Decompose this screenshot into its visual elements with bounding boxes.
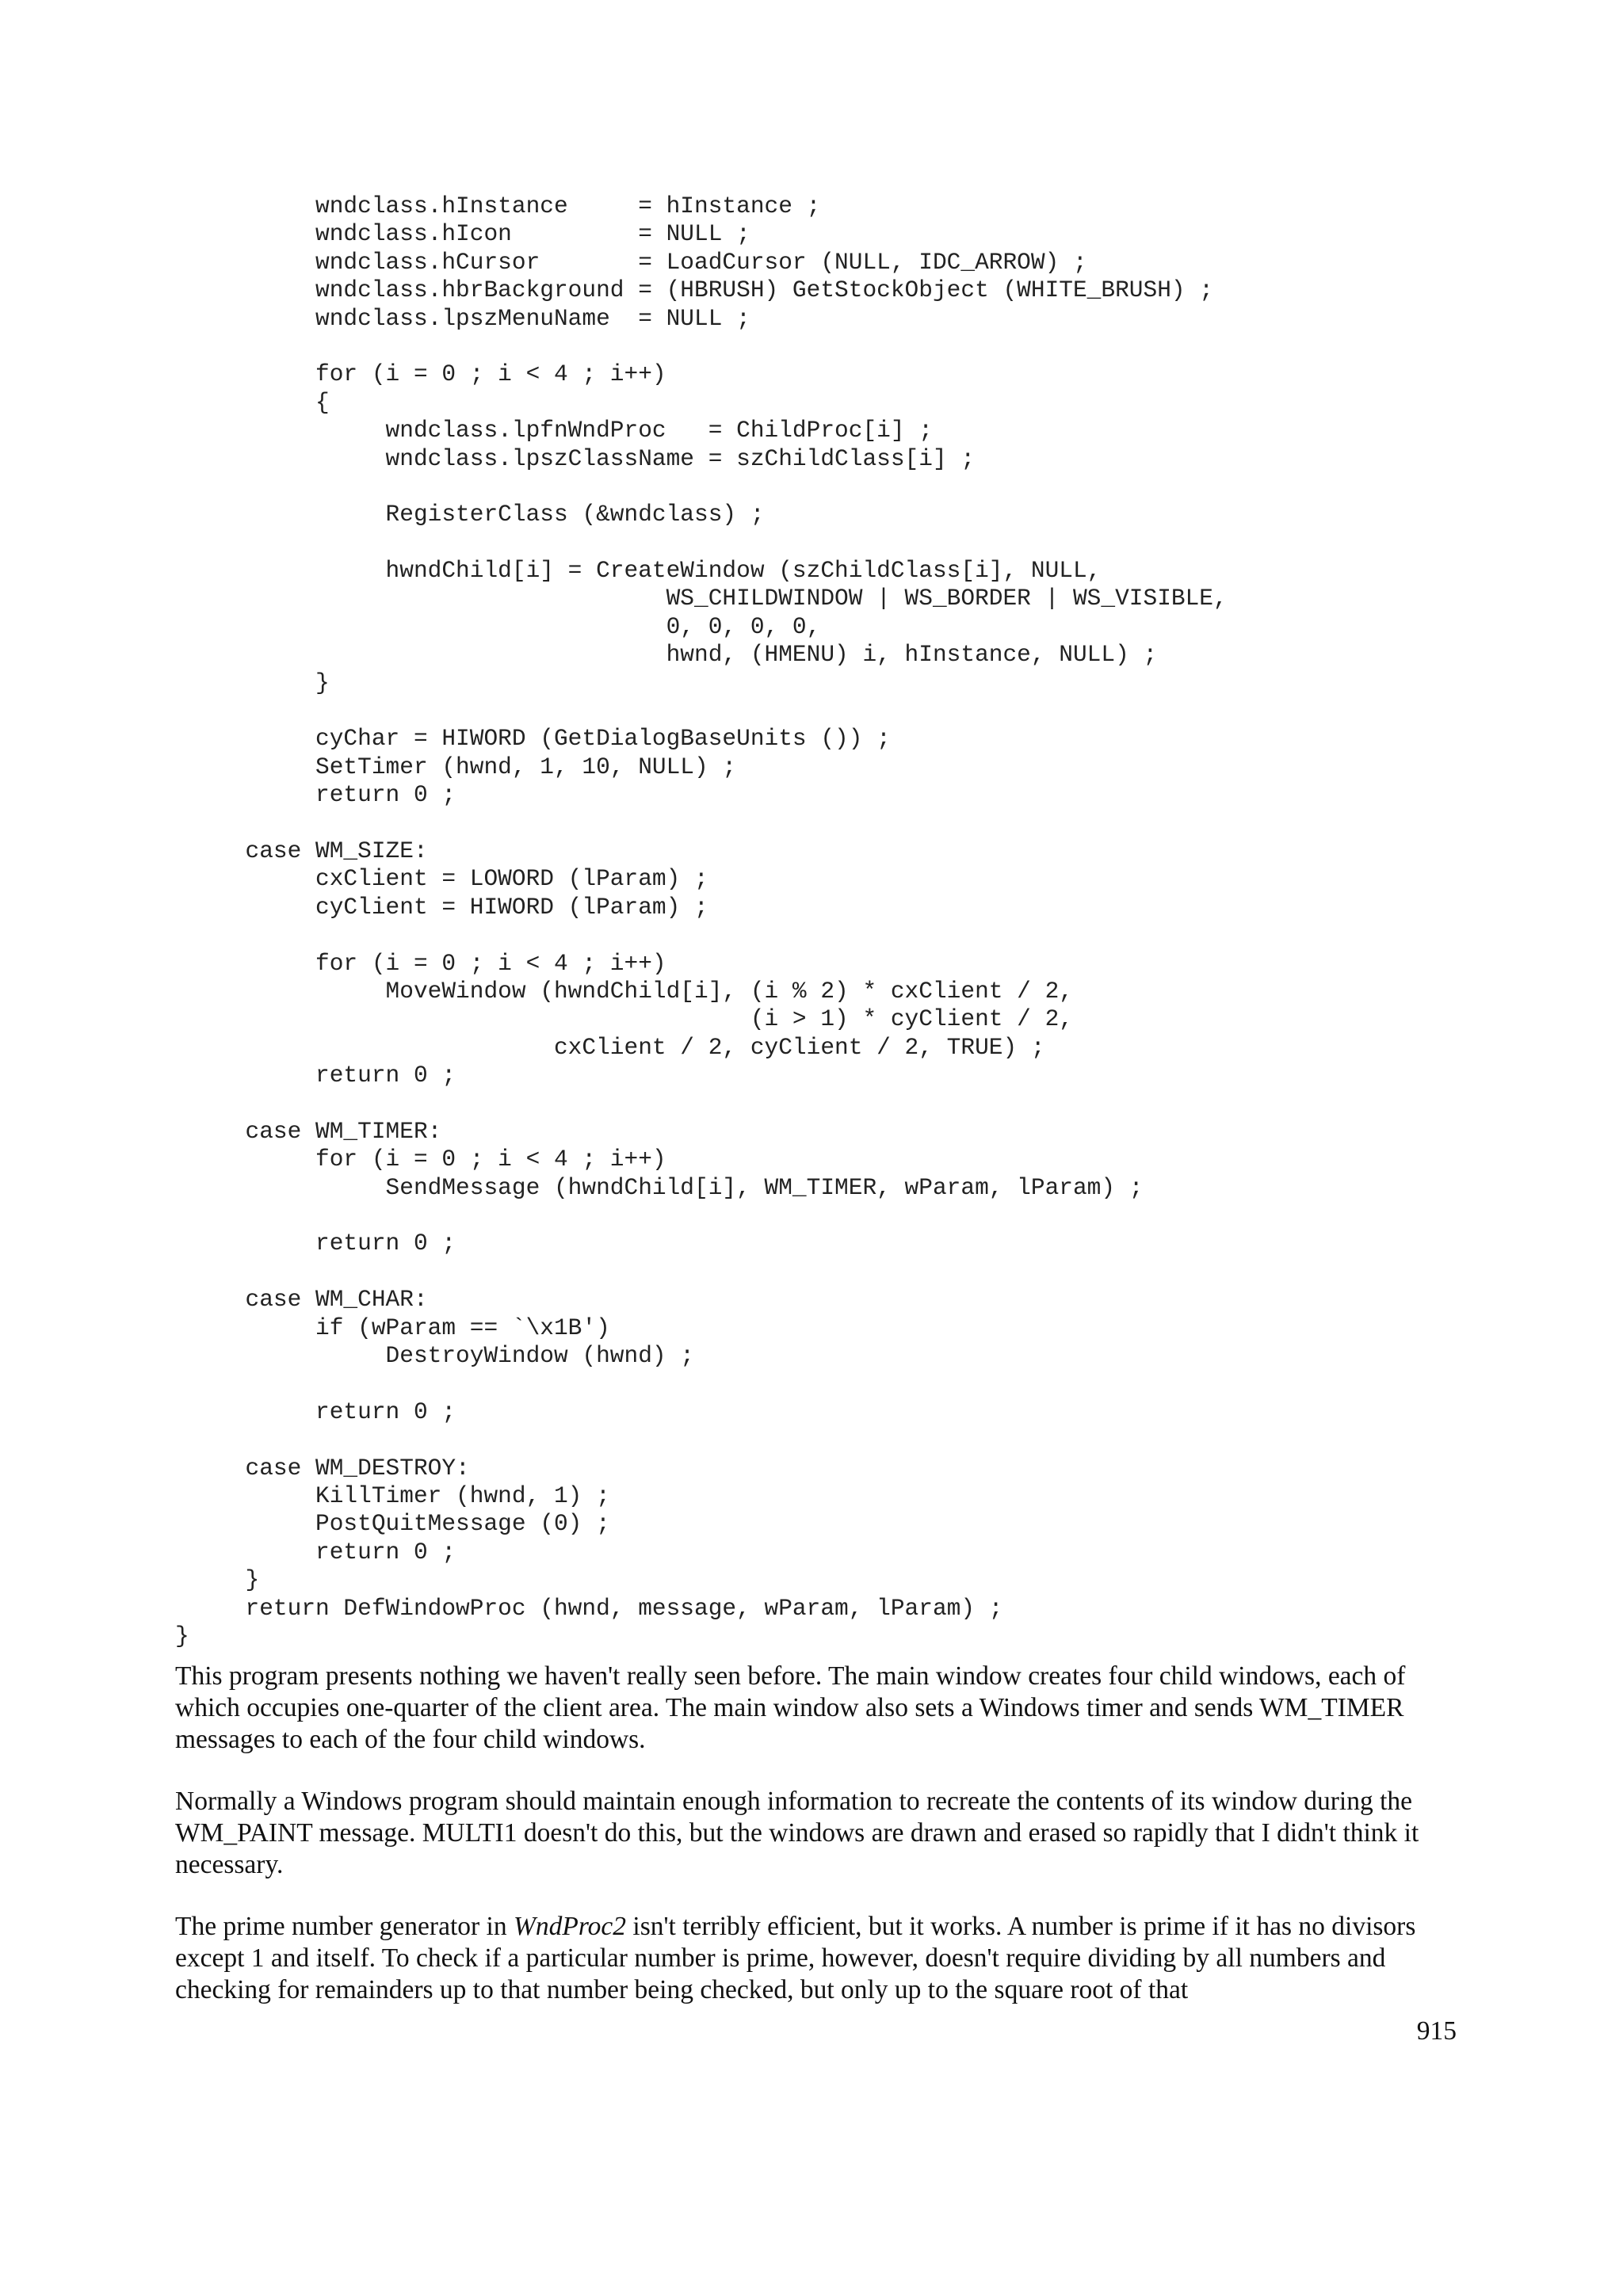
- code-line: return 0 ;: [175, 781, 456, 809]
- code-line: [175, 1202, 1228, 1230]
- code-line: PostQuitMessage (0) ;: [175, 1510, 610, 1538]
- code-line: return DefWindowProc (hwnd, message, wParam, lParam) ;: [175, 1594, 1003, 1622]
- code-line: wndclass.hInstance = hInstance ;: [175, 193, 821, 219]
- code-line: RegisterClass (&wndclass) ;: [175, 501, 765, 528]
- code-line: }: [175, 1622, 189, 1650]
- code-line: }: [175, 1566, 260, 1594]
- code-line: [175, 810, 1228, 837]
- prime-text-rest: isn't terribly efficient, but it works. A number is prime if it has no divisors except 1 and itself. To check if a particular number is prime, however, doesn't require dividing by all numbers and checking for remainders up to that number being checked, but only up to the square root of that: [175, 1912, 1416, 2004]
- code-line: SendMessage (hwndChild[i], WM_TIMER, wParam, lParam) ;: [175, 1173, 1144, 1201]
- code-line: wndclass.lpszClassName = szChildClass[i] ;: [175, 444, 976, 472]
- code-line: cyClient = HIWORD (lParam) ;: [175, 893, 708, 921]
- code-line: return 0 ;: [175, 1398, 456, 1425]
- code-line: [175, 1258, 1228, 1286]
- code-line: 0, 0, 0, 0,: [175, 612, 821, 640]
- code-line: {: [175, 388, 330, 416]
- paragraph-wm-paint-note: Normally a Windows program should maintain enough information to recreate the contents of its window during the WM_PAINT message. MULTI1 doesn't do this, but the windows are drawn and erased so rapidly that I didn't think it necessary.: [175, 1787, 1419, 1879]
- code-line: cxClient = LOWORD (lParam) ;: [175, 865, 708, 893]
- code-line: wndclass.lpfnWndProc = ChildProc[i] ;: [175, 417, 933, 444]
- code-line: WS_CHILDWINDOW | WS_BORDER | WS_VISIBLE,: [175, 585, 1228, 612]
- code-line: }: [175, 669, 330, 696]
- code-line: case WM_SIZE:: [175, 837, 428, 864]
- code-line: DestroyWindow (hwnd) ;: [175, 1342, 695, 1370]
- code-line: SetTimer (hwnd, 1, 10, NULL) ;: [175, 753, 737, 780]
- code-line: return 0 ;: [175, 1230, 456, 1257]
- code-line: [175, 1426, 1228, 1454]
- code-line: wndclass.hIcon = NULL ;: [175, 220, 750, 248]
- code-line: for (i = 0 ; i < 4 ; i++): [175, 1146, 666, 1173]
- code-line: for (i = 0 ; i < 4 ; i++): [175, 949, 666, 977]
- paragraph-program-overview: This program presents nothing we haven't really seen before. The main window creates four child windows, each of which occupies one-quarter of the client area. The main window also sets a Windows timer and sends WM_TIMER messages to each of the four child windows.: [175, 1661, 1406, 1754]
- prime-text-start: The prime number generator in: [175, 1912, 514, 1941]
- code-line: case WM_CHAR:: [175, 1286, 428, 1314]
- code-line: hwndChild[i] = CreateWindow (szChildClass[i], NULL,: [175, 557, 1102, 585]
- code-line: if (wParam == `\x1B'): [175, 1314, 610, 1341]
- body-text: [175, 1661, 1459, 2036]
- code-line: [175, 1370, 1228, 1398]
- code-line: [175, 333, 1228, 360]
- paragraph-prime-generator: [175, 1911, 1459, 2006]
- code-line: [175, 697, 1228, 725]
- page-number: 915: [1416, 2016, 1457, 2046]
- code-line: wndclass.hCursor = LoadCursor (NULL, IDC_ARROW) ;: [175, 248, 1087, 276]
- code-line: cxClient / 2, cyClient / 2, TRUE) ;: [175, 1033, 1045, 1061]
- code-line: [175, 473, 1228, 501]
- code-line: [175, 1090, 1228, 1118]
- code-line: for (i = 0 ; i < 4 ; i++): [175, 360, 666, 388]
- code-line: case WM_TIMER:: [175, 1117, 442, 1145]
- code-line: MoveWindow (hwndChild[i], (i % 2) * cxClient / 2,: [175, 977, 1073, 1005]
- code-line: wndclass.hbrBackground = (HBRUSH) GetStockObject (WHITE_BRUSH) ;: [175, 277, 1214, 304]
- code-line: (i > 1) * cyClient / 2,: [175, 1005, 1073, 1033]
- code-line: KillTimer (hwnd, 1) ;: [175, 1482, 610, 1509]
- wndproc2-term: WndProc2: [513, 1912, 627, 1941]
- code-line: [175, 921, 1228, 949]
- code-line: return 0 ;: [175, 1062, 456, 1089]
- code-line: cyChar = HIWORD (GetDialogBaseUnits ()) ;: [175, 725, 891, 753]
- code-line: [175, 529, 1228, 557]
- code-line: hwnd, (HMENU) i, hInstance, NULL) ;: [175, 641, 1158, 669]
- code-line: case WM_DESTROY:: [175, 1454, 470, 1482]
- code-line: wndclass.lpszMenuName = NULL ;: [175, 304, 750, 332]
- code-listing: [175, 193, 1228, 1650]
- code-line: return 0 ;: [175, 1538, 456, 1566]
